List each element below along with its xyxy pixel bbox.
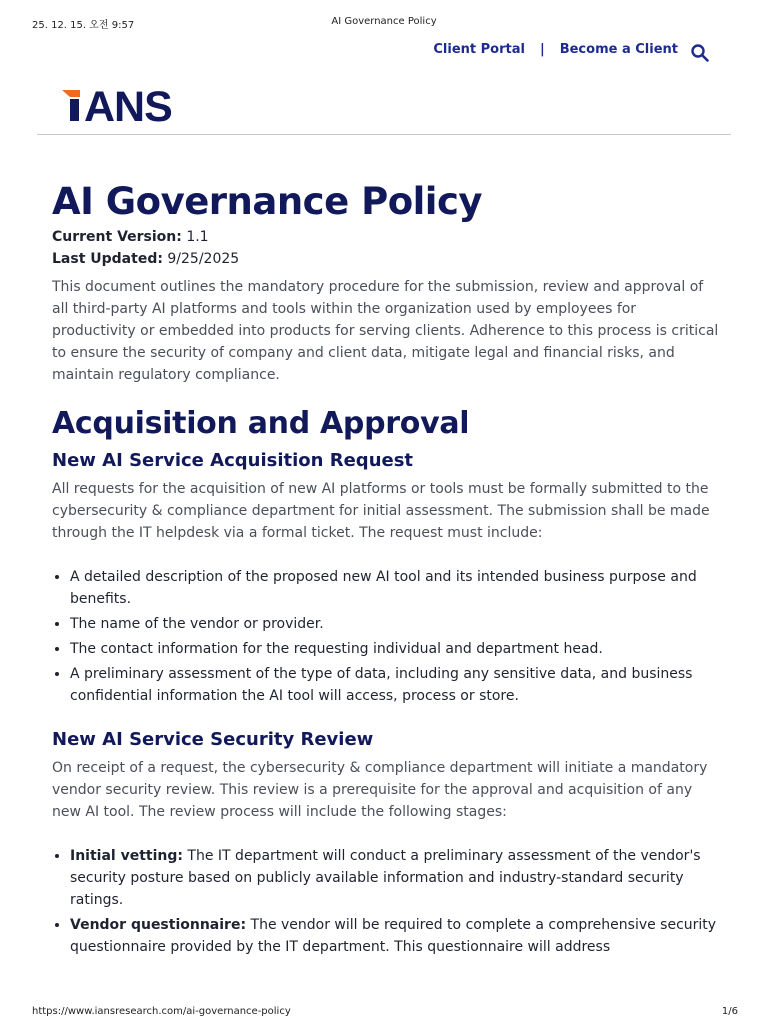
- header-divider: [37, 134, 731, 135]
- intro-paragraph: This document outlines the mandatory procedure for the submission, review and approval of all third-party AI platforms and tools within the organization used by employees for productivity or embedded into products for serving clients. Adherence to this process is critical to ensure the security of company and client data, mitigate legal and financial risks, and maintain regulatory compliance.: [52, 279, 719, 383]
- subheading-security-review: New AI Service Security Review: [52, 729, 374, 750]
- version-label: Current Version:: [52, 229, 182, 245]
- main-content: [52, 178, 724, 961]
- updated-label: Last Updated:: [52, 251, 163, 267]
- svg-text:ANS: ANS: [84, 84, 172, 124]
- client-portal-link[interactable]: Client Portal: [433, 42, 525, 57]
- security-review-list: [52, 845, 724, 958]
- print-header: [32, 16, 736, 32]
- list-item: [70, 845, 724, 911]
- version-value: 1.1: [186, 229, 209, 245]
- list-item: • The name of the vendor or provider.: [70, 613, 724, 635]
- search-icon[interactable]: [690, 43, 710, 63]
- security-review-body: On receipt of a request, the cybersecurity & compliance department will initiate a mandatory vendor security review. This review is a prerequisite for the approval and acquisition of any new AI tool. The review process will include the following stages:: [52, 760, 708, 820]
- list-item-text: The vendor will be required to complete a comprehensive security questionnaire provided by the IT department. This questionnaire will address: [70, 917, 717, 955]
- nav-separator: |: [539, 42, 545, 57]
- list-item: • A detailed description of the proposed new AI tool and its intended business purpose and benefits.: [70, 566, 724, 610]
- page-title: AI Governance Policy: [52, 180, 483, 223]
- list-item: [70, 914, 724, 958]
- become-client-link[interactable]: Become a Client: [559, 42, 678, 57]
- list-item: • The contact information for the requesting individual and department head.: [70, 638, 724, 660]
- section-heading-acquisition: Acquisition and Approval: [52, 406, 470, 441]
- list-item-text: The IT department will conduct a preliminary assessment of the vendor's security posture based on publicly available information and industry-standard security ratings.: [70, 848, 701, 908]
- print-title: AI Governance Policy: [331, 16, 437, 27]
- print-date: 25. 12. 15. 오전 9:57: [32, 20, 135, 31]
- version-line: [52, 226, 724, 248]
- acquisition-request-list: [52, 566, 724, 707]
- ians-logo[interactable]: [60, 84, 220, 124]
- acquisition-request-body: All requests for the acquisition of new AI platforms or tools must be formally submitted to the cybersecurity & compliance department for initial assessment. The submission shall be made through the IT helpdesk via a formal ticket. The request must include:: [52, 481, 710, 541]
- subheading-acquisition-request: New AI Service Acquisition Request: [52, 450, 414, 471]
- top-nav: [433, 42, 678, 57]
- updated-line: [52, 248, 724, 270]
- list-item-label: Vendor questionnaire:: [70, 917, 247, 933]
- footer-page-number: 1/6: [721, 1006, 738, 1017]
- list-item-label: Initial vetting:: [70, 848, 183, 864]
- footer-url: https://www.iansresearch.com/ai-governance-policy: [32, 1006, 291, 1017]
- list-item: • A preliminary assessment of the type of data, including any sensitive data, and business confidential information the AI tool will access, process or store.: [70, 663, 724, 707]
- updated-value: 9/25/2025: [167, 251, 240, 267]
